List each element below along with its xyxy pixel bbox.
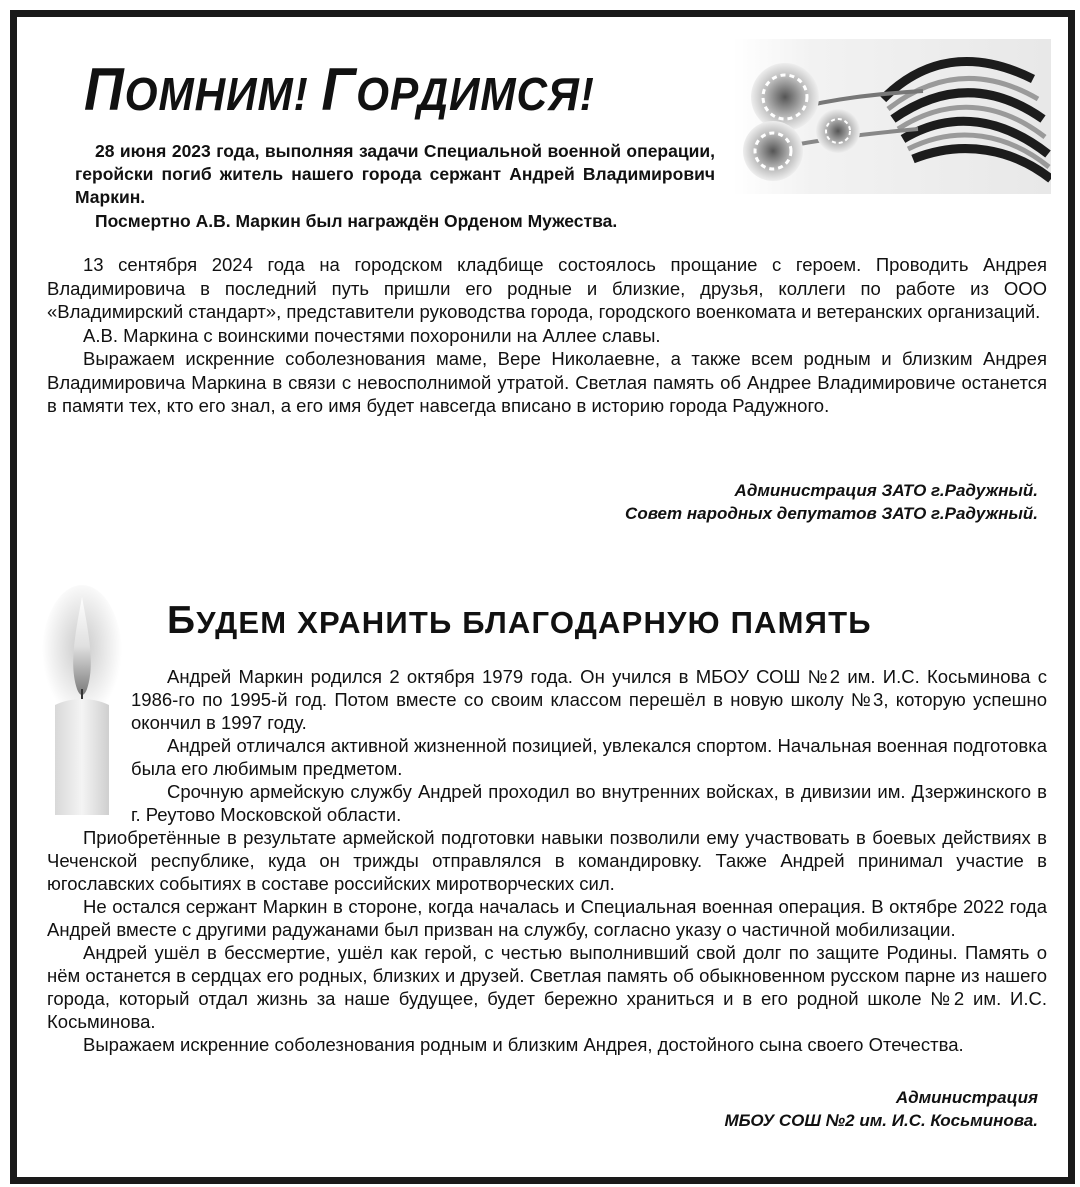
biography-narrow (131, 665, 1047, 826)
paragraph: 13 сентября 2024 года на городском кладбище состоялось прощание с героем. Проводить Андрея Владимировича в последний путь пришли его родные и близкие, друзья, коллеги по работе из ООО «Владимирский стандарт», представители руководства города, городского военкомата и ветеранских организаций. (47, 254, 1047, 322)
paragraph: А.В. Маркина с воинскими почестями похоронили на Аллее славы. (83, 324, 661, 346)
headline-memory: БУДЕМ ХРАНИТЬ БЛАГОДАРНУЮ ПАМЯТЬ (167, 599, 872, 642)
carnations-and-ribbon-image (733, 39, 1051, 194)
signature-line: МБОУ СОШ №2 им. И.С. Косьминова. (724, 1111, 1038, 1130)
paragraph: Выражаем искренние соболезнования маме, Вере Николаевне, а также всем родным и близким Андрея Владимировича Маркина в связи с невосполнимой утратой. Светлая память об Андрее Владимировиче останется в памяти тех, кто его знал, а его имя будет навсегда вписано в историю города Радужного. (47, 348, 1047, 416)
paragraph: Андрей ушёл в бессмертие, ушёл как герой, с честью выполнивший свой долг по защите Родины. Память о нём останется в сердцах его родных, близких и друзей. Светлая память об обыкновенном русском парне из нашего города, который отдал жизнь за наше будущее, будет бережно храниться и в его родной школе №2 им. И.С. Косьминова. (47, 942, 1047, 1032)
paragraph: Не остался сержант Маркин в стороне, когда началась и Специальная военная операция. В октябре 2022 года Андрей вместе с другими радужанами был призван на службу, согласно указу о частичной мобилизации. (47, 896, 1047, 940)
award-line: Посмертно А.В. Маркин был награждён Орденом Мужества. (95, 211, 618, 231)
paragraph: Андрей Маркин родился 2 октября 1979 года. Он учился в МБОУ СОШ №2 им. И.С. Косьминова с 1986-го по 1995-й год. Потом вместе со своим классом перешёл в новую школу №3, которую успешно окончил в 1997 году. (131, 666, 1047, 733)
lead-paragraph: 28 июня 2023 года, выполняя задачи Специальной военной операции, геройски погиб житель нашего города сержант Андрей Владимирович Маркин. (75, 141, 715, 207)
farewell-article (47, 253, 1047, 418)
candle-image (41, 585, 123, 815)
headline-remember: ПОМНИМ! ГОРДИМСЯ! (84, 56, 595, 123)
signature-line: Администрация (895, 1088, 1038, 1107)
signature-school (724, 1086, 1038, 1132)
paragraph: Приобретённые в результате армейской подготовки навыки позволили ему участвовать в боевых действиях в Чеченской республике, куда он трижды отправлялся в командировку. Также Андрей принимал участие в югославских событиях в составе российских миротворческих сил. (47, 827, 1047, 894)
paragraph: Выражаем искренние соболезнования родным и близким Андрея, достойного сына своего Отечества. (83, 1034, 964, 1055)
signature-line: Администрация ЗАТО г.Радужный. (734, 481, 1038, 500)
biography-wide (47, 826, 1047, 1056)
signature-administration (625, 479, 1038, 525)
notice-frame (10, 10, 1075, 1184)
paragraph: Срочную армейскую службу Андрей проходил во внутренних войсках, в дивизии им. Дзержинского в г. Реутово Московской области. (131, 781, 1047, 825)
signature-line: Совет народных депутатов ЗАТО г.Радужный. (625, 504, 1038, 523)
paragraph: Андрей отличался активной жизненной позицией, увлекался спортом. Начальная военная подготовка была его любимым предметом. (131, 735, 1047, 779)
